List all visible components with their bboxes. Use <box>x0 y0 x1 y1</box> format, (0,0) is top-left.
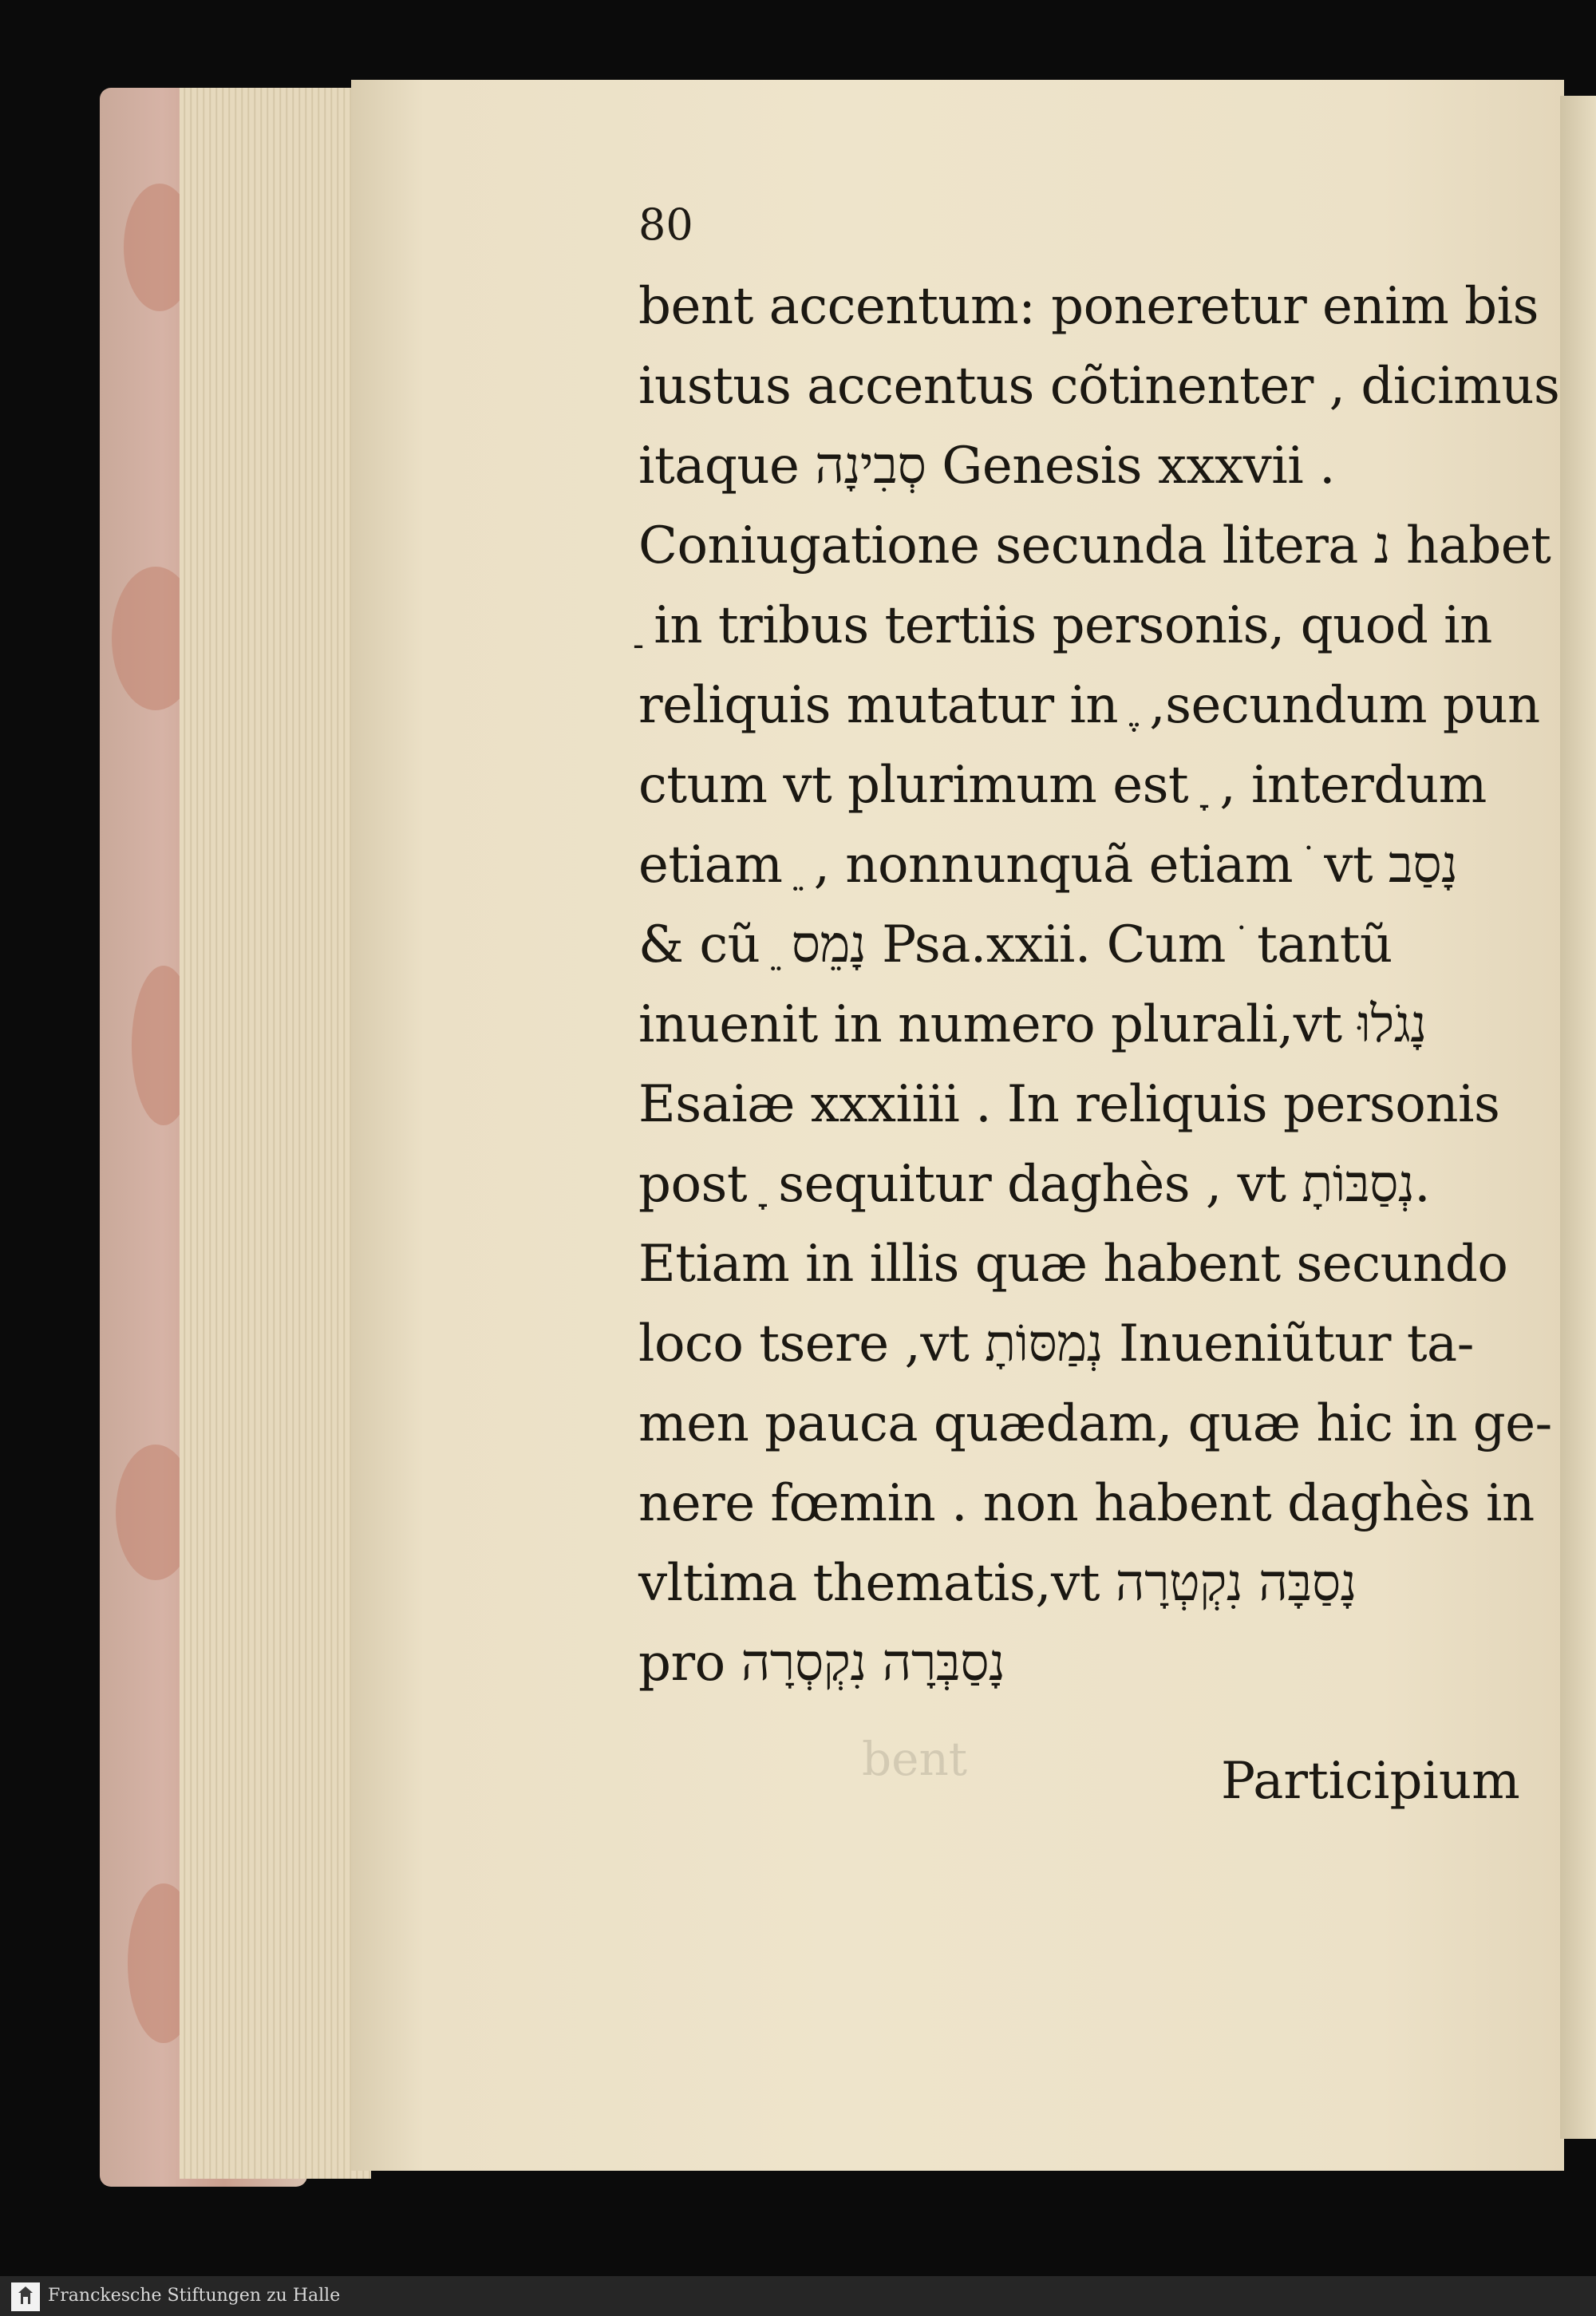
text-line: etiam ֵ , nonnunquã etiam ֹ vt נָסַב <box>638 836 1458 895</box>
text-line: Coniugatione secunda litera נ habet <box>638 516 1551 575</box>
text-line: ַ in tribus tertiis personis, quod in <box>638 596 1492 655</box>
text-line: itaque סְבִינָה Genesis xxxvii . <box>638 437 1335 496</box>
text-line: & cũ ֵ נָמֵס Psa.xxii. Cum ֹ tantũ <box>638 915 1393 974</box>
text-line: Etiam in illis quæ habent secundo <box>638 1235 1508 1294</box>
page-number: 80 <box>638 200 693 250</box>
text-line: bent accentum: poneretur enim bis <box>638 277 1539 336</box>
page-stack-edges <box>180 88 371 2179</box>
text-line: men pauca quædam, quæ hic in ge- <box>638 1394 1552 1453</box>
text-line: inuenit in numero plurali,vt נָגֹלוּ <box>638 995 1427 1054</box>
text-line: Esaiæ xxxiiii . In reliquis personis <box>638 1075 1500 1134</box>
text-line: ctum vt plurimum est ָ , interdum <box>638 756 1487 815</box>
institution-logo-icon <box>11 2282 40 2311</box>
bleed-through-text: bent <box>862 1732 968 1786</box>
footer-institution-name: Franckesche Stiftungen zu Halle <box>48 2286 341 2306</box>
text-line: pro נָסַבְּרָה נִקְסְרָה <box>638 1634 1005 1693</box>
text-line: post ָ sequitur daghès , vt נְסַבּוֹתָ. <box>638 1155 1431 1214</box>
text-line: loco tsere ,vt נְמַסּוֹתָ Inueniũtur ta- <box>638 1314 1474 1373</box>
text-line: nere fœmin . non habent daghès in <box>638 1474 1535 1533</box>
facing-page-edge <box>1560 96 1596 2139</box>
catchword: Participium <box>1221 1752 1520 1811</box>
footer-bar <box>0 2276 1596 2316</box>
text-line: reliquis mutatur in ֶ ,secundum pun <box>638 676 1540 735</box>
text-line: vltima thematis,vt נָסַבָּה נִקְטְרָה <box>638 1554 1357 1613</box>
text-line: iustus accentus cõtinenter , dicimus <box>638 357 1560 416</box>
